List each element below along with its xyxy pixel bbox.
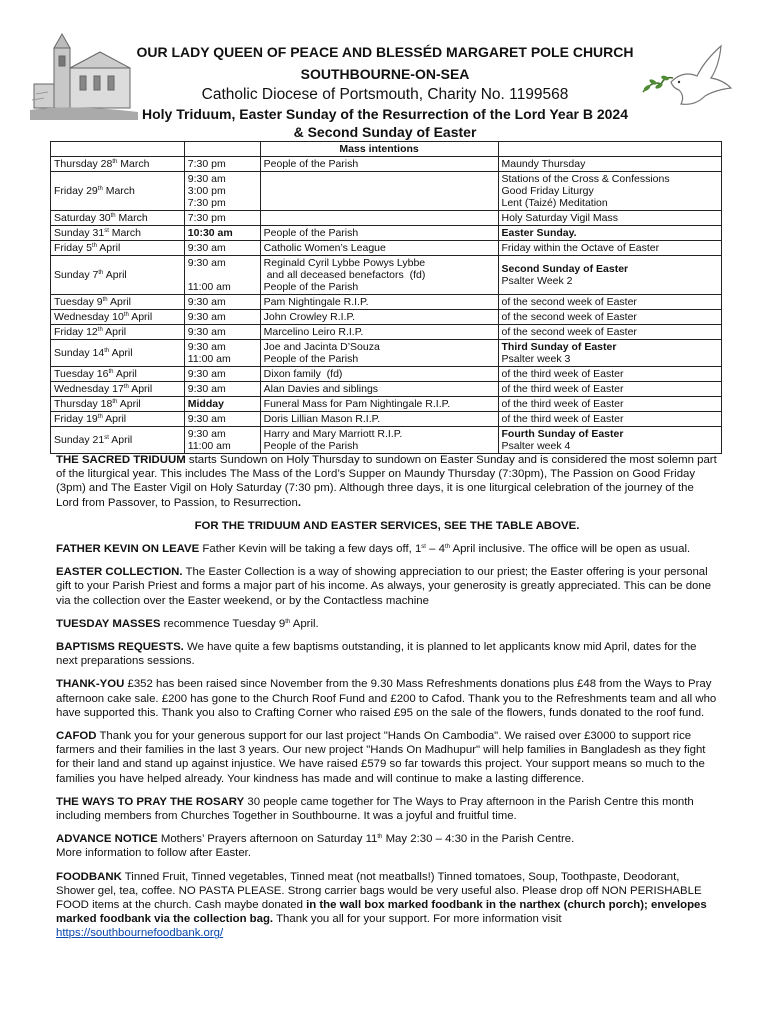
notice-see-table: FOR THE TRIDUUM AND EASTER SERVICES, SEE THE TABLE ABOVE. xyxy=(194,519,580,532)
ordinal-suffix: th xyxy=(91,243,97,249)
month-text: April xyxy=(109,347,133,359)
time-cell xyxy=(184,211,260,226)
intention-text: John Crowley R.I.P. xyxy=(263,311,356,323)
notice-end: . xyxy=(297,496,302,509)
diocese-line: Catholic Diocese of Portsmouth, Charity No. 1199568 xyxy=(201,86,569,103)
month-text: April xyxy=(103,269,127,281)
liturgy-text: Easter Sunday. xyxy=(501,227,577,239)
liturgy-text: Fourth Sunday of Easter xyxy=(501,428,624,440)
intention-text: Dixon family (fd) xyxy=(263,368,343,380)
mass-time: 9:30 am xyxy=(187,428,226,440)
liturgy-text: Holy Saturday Vigil Mass xyxy=(501,212,619,224)
intention-cell xyxy=(260,310,498,325)
table-row xyxy=(51,397,722,412)
table-row xyxy=(51,226,722,241)
liturgy-text: of the second week of Easter xyxy=(501,311,637,323)
intention-text: Joe and Jacinta D’Souza xyxy=(263,341,380,353)
intention-cell xyxy=(260,172,498,211)
day-text: Sunday 14 xyxy=(54,347,105,359)
day-cell xyxy=(51,226,185,241)
time-cell xyxy=(184,157,260,172)
liturgy-text: of the third week of Easter xyxy=(501,383,624,395)
month-text: April xyxy=(108,434,133,446)
table-row xyxy=(51,367,722,382)
day-cell xyxy=(51,325,185,340)
ordinal-suffix: th xyxy=(112,159,118,165)
day-text: Friday 5 xyxy=(54,242,92,254)
notice-text: Father Kevin will be taking a few days off, 1 xyxy=(199,543,422,556)
day-text: Friday 29 xyxy=(54,185,98,197)
day-cell xyxy=(51,241,185,256)
liturgy-text: Psalter week 3 xyxy=(501,353,571,365)
notice-text: 30 people came together for The Ways to Pray afternoon in the Parish Centre this month including members from Churches Together in Southbourne. It was a joyful and fruitful time. xyxy=(56,795,694,823)
ordinal-suffix: th xyxy=(123,312,129,318)
intention-text: Harry and Mary Marriott R.I.P. xyxy=(263,428,403,440)
day-text: Friday 19 xyxy=(54,413,98,425)
mass-time: Midday xyxy=(187,398,224,410)
foodbank-link[interactable]: https://southbournefoodbank.org/ xyxy=(56,927,224,940)
ordinal-suffix: th xyxy=(97,414,103,420)
liturgy-cell xyxy=(498,310,722,325)
liturgy-text: Psalter Week 2 xyxy=(501,275,573,287)
table-row xyxy=(51,295,722,310)
intention-text: People of the Parish xyxy=(263,158,359,170)
day-text: Wednesday 10 xyxy=(54,311,124,323)
intention-cell xyxy=(260,241,498,256)
notice-advance xyxy=(56,832,718,860)
intention-text: People of the Parish xyxy=(263,281,359,293)
liturgy-cell xyxy=(498,412,722,427)
day-cell xyxy=(51,382,185,397)
time-cell xyxy=(184,256,260,295)
ordinal-suffix: st xyxy=(421,544,426,551)
intention-cell xyxy=(260,157,498,172)
liturgy-cell xyxy=(498,241,722,256)
mass-time: 9:30 am xyxy=(187,383,226,395)
intention-text: Alan Davies and siblings xyxy=(263,383,379,395)
notice-text: £352 has been raised since November from the 9.30 Mass Refreshments donations plus £48 from the Ways to Pray afternoon cake sale. £200 has gone to the Church Roof Fund and £200 to Cafod. Thank you to the Refreshments team and all who have supported this. Thank you also to Crafting Corner who raised £95 on the sale of the flowers, funds donated to the roof fund. xyxy=(56,678,717,719)
intention-cell xyxy=(260,382,498,397)
notice-cafod xyxy=(56,729,718,786)
notice-title: THANK-YOU xyxy=(56,678,125,691)
mass-time: 11:00 am xyxy=(187,440,231,452)
table-row xyxy=(51,172,722,211)
time-cell xyxy=(184,367,260,382)
liturgy-cell xyxy=(498,325,722,340)
table-row xyxy=(51,256,722,295)
time-cell xyxy=(184,325,260,340)
table-row xyxy=(51,412,722,427)
liturgy-text: Maundy Thursday xyxy=(501,158,586,170)
month-text: March xyxy=(108,227,141,239)
ordinal-suffix: th xyxy=(444,544,450,551)
intention-cell xyxy=(260,412,498,427)
mass-time: 9:30 am xyxy=(187,326,226,338)
ordinal-suffix: th xyxy=(97,186,103,192)
time-cell xyxy=(184,382,260,397)
liturgy-cell xyxy=(498,256,722,295)
month-text: April xyxy=(107,296,131,308)
intention-text: People of the Parish xyxy=(263,227,359,239)
notice-text: Thank you for your generous support for our last project "Hands On Cambodia". We raised over £3000 to support rice farmers and their families in the last 3 years. Our new project "Hands On Madhupur" will help families in Bangladesh as they fight for their land and stand up against injustice. We have raised £579 so far towards this project. Your support means so much to the families you have helped already. Your kindness has made and will continue to make a lasting difference. xyxy=(56,730,706,785)
month-text: April xyxy=(96,242,121,254)
liturgy-cell xyxy=(498,211,722,226)
ordinal-suffix: th xyxy=(108,369,114,375)
mass-time: 9:30 am xyxy=(187,368,226,380)
liturgy-text: Third Sunday of Easter xyxy=(501,341,617,353)
ordinal-suffix: th xyxy=(285,618,291,625)
notice-title: FATHER KEVIN ON LEAVE xyxy=(56,543,200,556)
notice-text: – 4 xyxy=(425,543,445,556)
notice-text: Mothers’ Prayers afternoon on Saturday 11 xyxy=(157,833,378,846)
liturgy-cell xyxy=(498,295,722,310)
liturgy-text: Psalter week 4 xyxy=(501,440,571,452)
time-cell xyxy=(184,427,260,454)
intention-text: Pam Nightingale R.I.P. xyxy=(263,296,369,308)
intention-cell xyxy=(260,256,498,295)
notice-baptisms xyxy=(56,640,718,668)
table-row xyxy=(51,382,722,397)
notice-text: recommence Tuesday 9 xyxy=(160,617,286,630)
table-row xyxy=(51,157,722,172)
liturgy-cell xyxy=(498,382,722,397)
mass-time: 9:30 am xyxy=(187,242,226,254)
day-text: Friday 12 xyxy=(54,326,98,338)
month-text: April xyxy=(102,413,127,425)
liturgy-text: Friday within the Octave of Easter xyxy=(501,242,660,254)
month-text: April xyxy=(128,311,153,323)
liturgy-text: Good Friday Liturgy xyxy=(501,185,594,197)
intention-text: Marcelino Leiro R.I.P. xyxy=(263,326,364,338)
day-text: Saturday 30 xyxy=(54,212,111,224)
notice-easter-collection xyxy=(56,565,718,608)
intention-text: and all deceased benefactors (fd) xyxy=(263,269,426,281)
liturgy-cell xyxy=(498,172,722,211)
notice-text: April inclusive. The office will be open as usual. xyxy=(449,543,691,556)
intention-text: People of the Parish xyxy=(263,440,359,452)
liturgy-text: of the second week of Easter xyxy=(501,326,637,338)
liturgy-text: of the second week of Easter xyxy=(501,296,637,308)
mass-intentions-heading: Mass intentions xyxy=(260,142,498,157)
mass-time: 9:30 am xyxy=(187,173,226,185)
mass-time: 7:30 pm xyxy=(187,212,226,224)
time-cell xyxy=(184,340,260,367)
notice-foodbank xyxy=(56,870,718,941)
notice-bold-text: in the wall box marked foodbank in the narthex (church porch); envelopes marked foodbank via the collection bag. xyxy=(56,899,707,926)
mass-time: 3:00 pm xyxy=(187,185,226,197)
table-row xyxy=(51,427,722,454)
bulletin-subtitle: & Second Sunday of Easter xyxy=(293,124,477,140)
liturgy-cell xyxy=(498,427,722,454)
mass-time: 10:30 am xyxy=(187,227,233,239)
church-name: OUR LADY QUEEN OF PEACE AND BLESSÉD MARGARET POLE CHURCH xyxy=(136,44,634,60)
notice-title: TUESDAY MASSES xyxy=(56,617,161,630)
table-row xyxy=(51,340,722,367)
notice-text: May 2:30 – 4:30 in the Parish Centre. xyxy=(382,833,575,846)
liturgy-text: Stations of the Cross & Confessions xyxy=(501,173,670,185)
day-cell xyxy=(51,412,185,427)
ordinal-suffix: th xyxy=(102,297,108,303)
notice-tuesday-masses xyxy=(56,617,718,631)
intention-text: Reginald Cyril Lybbe Powys Lybbe xyxy=(263,257,426,269)
liturgy-cell xyxy=(498,340,722,367)
day-text: Tuesday 16 xyxy=(54,368,109,380)
day-text: Thursday 28 xyxy=(54,158,113,170)
ordinal-suffix: th xyxy=(97,327,103,333)
mass-time: 11:00 am xyxy=(187,281,231,293)
liturgy-cell xyxy=(498,226,722,241)
liturgy-cell xyxy=(498,157,722,172)
day-cell xyxy=(51,310,185,325)
ordinal-suffix: th xyxy=(112,399,118,405)
time-cell xyxy=(184,226,260,241)
day-text: Sunday 7 xyxy=(54,269,99,281)
day-cell xyxy=(51,211,185,226)
table-header-row xyxy=(51,142,722,157)
time-cell xyxy=(184,172,260,211)
intention-cell xyxy=(260,397,498,412)
month-text: April xyxy=(117,398,141,410)
liturgy-cell xyxy=(498,397,722,412)
month-text: April xyxy=(128,383,153,395)
time-cell xyxy=(184,397,260,412)
intention-text: People of the Parish xyxy=(263,353,359,365)
notice-text: Tinned Fruit, Tinned vegetables, Tinned meat (not meatballs!) Tinned tomatoes, Soup, Toothpaste, Deodorant, Shower gel, tea, coffee. NO PASTA PLEASE. Strong carrier bags would be very useful also. Please drop off NON PERISHABLE FOOD items at the church. Cash maybe donated xyxy=(56,870,702,912)
liturgy-text: of the third week of Easter xyxy=(501,398,624,410)
notice-title: THE WAYS TO PRAY THE ROSARY xyxy=(56,795,245,808)
notice-father-kevin xyxy=(56,542,718,556)
liturgy-text: of the third week of Easter xyxy=(501,368,624,380)
notice-rosary xyxy=(56,795,718,823)
notice-title: BAPTISMS REQUESTS. xyxy=(56,641,184,654)
notice-text: The Easter Collection is a way of showing appreciation to our priest; the Easter offering is your personal gift to your Parish Priest and forms a major part of his income. As always, your generosity is greatly appreciated. This can be done via the collection over the Easter weekend, or by the Contactless machine xyxy=(56,566,712,607)
time-cell xyxy=(184,295,260,310)
notice-text: Thank you all for your support. For more information visit xyxy=(273,913,562,926)
notices xyxy=(56,453,718,950)
day-cell xyxy=(51,340,185,367)
liturgy-text: Second Sunday of Easter xyxy=(501,263,629,275)
time-cell xyxy=(184,412,260,427)
intention-cell xyxy=(260,325,498,340)
notice-triduum xyxy=(56,453,718,510)
intention-text: Doris Lillian Mason R.I.P. xyxy=(263,413,381,425)
notice-text: More information to follow after Easter. xyxy=(56,847,251,860)
notice-text: April. xyxy=(290,617,319,630)
notice-title: THE SACRED TRIDUUM xyxy=(56,454,186,466)
liturgy-text: Lent (Taizé) Meditation xyxy=(501,197,608,209)
notice-title: CAFOD xyxy=(56,730,97,743)
day-cell xyxy=(51,172,185,211)
church-location: SOUTHBOURNE-ON-SEA xyxy=(300,66,470,82)
table-row xyxy=(51,310,722,325)
month-text: April xyxy=(102,326,127,338)
mass-time: 9:30 am xyxy=(187,413,226,425)
notice-text: We have quite a few baptisms outstanding, it is planned to let applicants know mid April, dates for the next preparations sessions. xyxy=(56,641,697,668)
ordinal-suffix: th xyxy=(377,834,383,841)
intention-text: Catholic Women’s League xyxy=(263,242,386,254)
intention-cell xyxy=(260,427,498,454)
ordinal-suffix: th xyxy=(98,270,104,276)
intention-cell xyxy=(260,211,498,226)
day-cell xyxy=(51,427,185,454)
table-row xyxy=(51,211,722,226)
header-blank xyxy=(51,142,185,157)
mass-time: 7:30 pm xyxy=(187,197,226,209)
header-blank xyxy=(498,142,722,157)
ordinal-suffix: th xyxy=(110,213,116,219)
ordinal-suffix: th xyxy=(123,384,129,390)
table-row xyxy=(51,241,722,256)
time-cell xyxy=(184,241,260,256)
notice-thank-you xyxy=(56,677,718,720)
header-blank xyxy=(184,142,260,157)
ordinal-suffix: st xyxy=(104,228,109,234)
month-text: March xyxy=(115,212,148,224)
ordinal-suffix: th xyxy=(104,348,110,354)
liturgy-cell xyxy=(498,367,722,382)
liturgy-text: of the third week of Easter xyxy=(501,413,624,425)
notice-text: starts Sundown on Holy Thursday to sundown on Easter Sunday and is considered the most solemn part of the liturgical year. This includes The Mass of the Lord’s Supper on Maundy Thursday (7:30pm), The Passion on Good Friday (3pm) and The Easter Vigil on Holy Saturday (7:30 pm). Although three days, it is one liturgical celebration of the journey of the Lord from Passover, to Passion, to Resurrection xyxy=(56,454,717,509)
notice-title: FOODBANK xyxy=(56,870,122,883)
day-cell xyxy=(51,397,185,412)
day-text: Sunday 21 xyxy=(54,434,105,446)
day-text: Tuesday 9 xyxy=(54,296,103,308)
day-cell xyxy=(51,367,185,382)
mass-time: 11:00 am xyxy=(187,353,231,365)
month-text: March xyxy=(102,185,135,197)
day-cell xyxy=(51,295,185,310)
bulletin-title: Holy Triduum, Easter Sunday of the Resurrection of the Lord Year B 2024 xyxy=(142,106,628,122)
month-text: April xyxy=(113,368,137,380)
notice-title: EASTER COLLECTION. xyxy=(56,566,183,579)
day-cell xyxy=(51,157,185,172)
day-text: Thursday 18 xyxy=(54,398,113,410)
intention-cell xyxy=(260,367,498,382)
mass-time: 9:30 am xyxy=(187,257,226,269)
intention-cell xyxy=(260,226,498,241)
mass-time: 7:30 pm xyxy=(187,158,226,170)
table-row xyxy=(51,325,722,340)
month-text: March xyxy=(117,158,150,170)
mass-time: 9:30 am xyxy=(187,296,226,308)
intention-cell xyxy=(260,295,498,310)
day-text: Wednesday 17 xyxy=(54,383,124,395)
day-cell xyxy=(51,256,185,295)
intention-text: Funeral Mass for Pam Nightingale R.I.P. xyxy=(263,398,451,410)
mass-time: 9:30 am xyxy=(187,341,226,353)
mass-time: 9:30 am xyxy=(187,311,226,323)
ordinal-suffix: st xyxy=(104,435,109,441)
intention-cell xyxy=(260,340,498,367)
day-text: Sunday 31 xyxy=(54,227,105,239)
notice-title: ADVANCE NOTICE xyxy=(56,833,158,846)
mass-intentions-table xyxy=(50,141,722,454)
time-cell xyxy=(184,310,260,325)
